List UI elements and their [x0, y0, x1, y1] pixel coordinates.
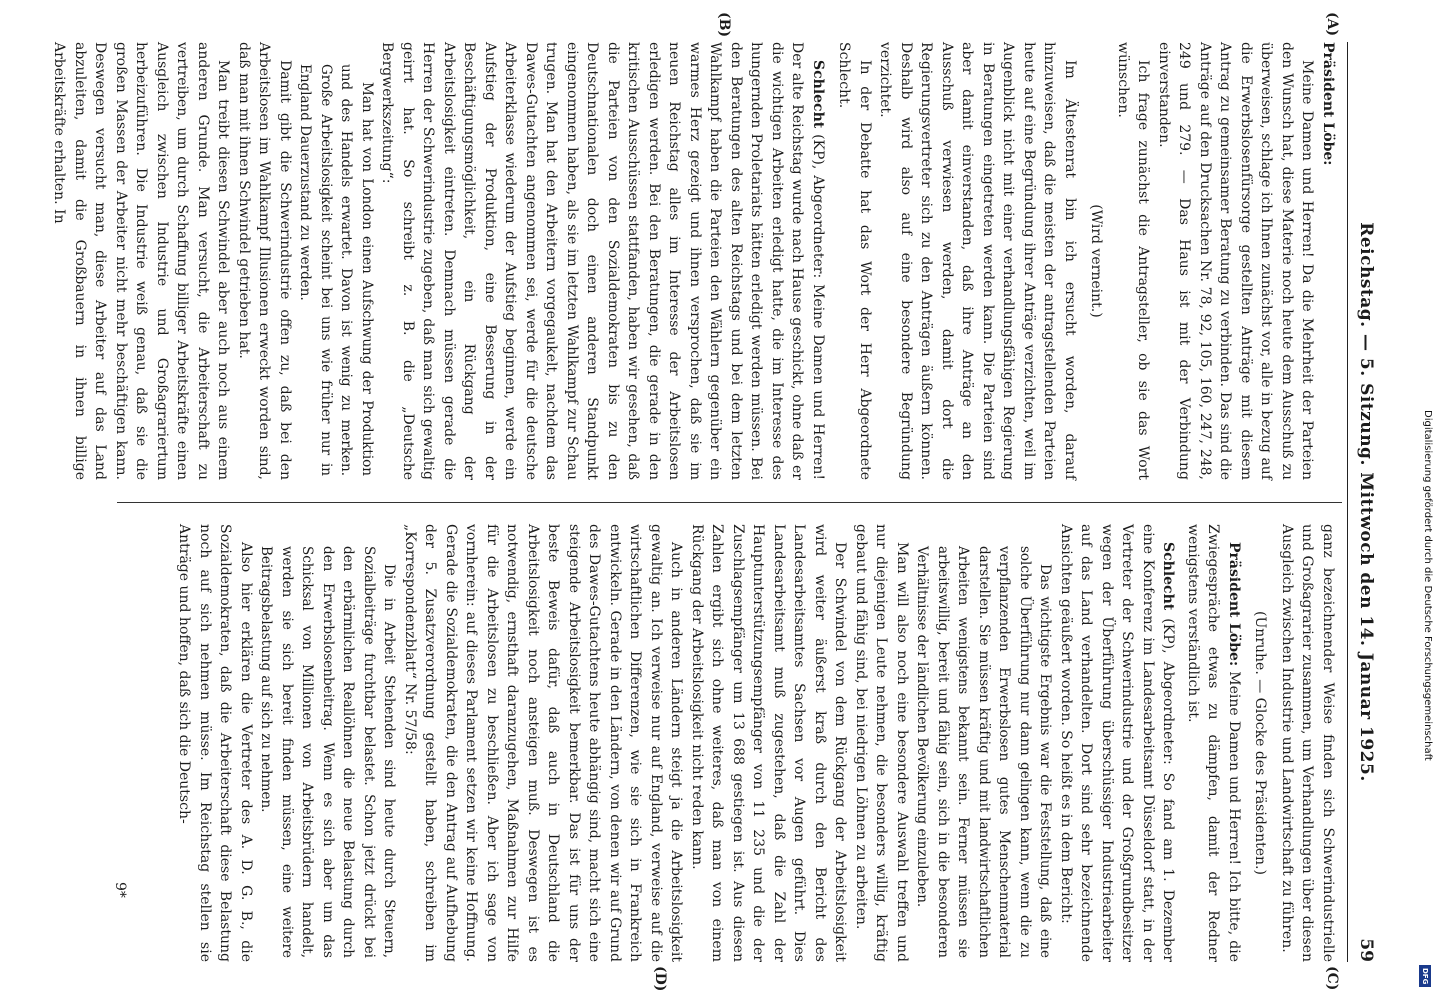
- right-column: [118, 524, 1338, 962]
- speaker-name: Präsident Löbe:: [1320, 42, 1336, 166]
- paragraph: Im Ältestenrat bin ich ersucht worden, darauf hinzuweisen, daß die meisten der antragstellenden Parteien heute auf eine Begründung ihrer Anträge verzichten, weil im Augenblick nicht mit einer verhandlungsfähigen Regierung in Beratungen eingetreten werden kann. Die Parteien sind aber damit einverstanden, daß ihre Anträge an den Ausschuß verwiesen werden, damit dort die Regierungsvertreter sich zu den Anträgen äußern können. Deshalb wird also auf eine besondere Begründung verzichtet.: [877, 42, 1078, 480]
- document-page: [51, 12, 1382, 992]
- speaker-name: Schlecht: [810, 60, 826, 129]
- digitization-credit: Digitalisierung gefördert durch die Deutsche Forschungsgemeinschaft: [1422, 410, 1433, 761]
- paragraph: Damit gibt die Schwerindustrie offen zu, daß bei den Arbeitslosen im Wahlkampf Illusionen erweckt worden sind, daß man mit ihnen Schwindel getrieben hat.: [236, 42, 293, 480]
- margin-marker-d: (D): [652, 966, 668, 992]
- quotation: Die in Arbeit Stehenden sind heute durch Steuern, Sozialbeiträge furchtbar belastet. Schon jetzt drückt bei den erbärmlichen Reallöhnen die neue Belastung durch den Erwerbslosenbeitrag. Wenn es sich aber um das Schicksal von Millionen von Arbeitsbrüdern handelt, werden sie sich bereit finden müssen, eine weitere Beitragsbelastung auf sich zu nehmen.: [258, 546, 398, 958]
- column-divider: [117, 502, 1342, 503]
- digitization-credit-bar: [1416, 0, 1434, 1000]
- speaker-name: Schlecht: [1160, 542, 1177, 611]
- paragraph: Man will also noch eine besondere Auswahl treffen und nur diejenigen Leute nehmen, die besonders willig, kräftig gebaut und fähig sind, bei niedrigen Löhnen zu arbeiten.: [853, 524, 910, 962]
- margin-marker-a: (A): [1324, 12, 1340, 37]
- paragraph: Also hier erklären die Vertreter des A. D. G. B., die Sozialdemokraten, daß die Arbeiterschaft diese Belastung noch auf sich nehmen müsse. Im Reichstag stellen sie Anträge und hoffen, daß sich die Deutsch-: [176, 524, 254, 962]
- paragraph: Ich frage zunächst die Antragsteller, ob sie das Wort wünschen.: [1115, 42, 1152, 480]
- speech-text: (KP), Abgeordneter: Meine Damen und Herren! Der alte Reichstag wurde nach Hause geschickt, ohne daß er die wichtigen Arbeiten erledigt hatte, die im Interesse des hungernden Proletariats hätten erledigt werden müssen. Bei den Beratungen des alten Reichstags und bei dem letzten Wahlkampf haben die Parteien den Wählern gegenüber ein warmes Herz gezeigt und ihnen versprochen, daß sie im neuen Reichstag alles im Interesse der Arbeitslosen erledigen werden. Bei den Beratungen, die gerade in den kritischen Ausschüssen stattfanden, haben wir gesehen, daß die Parteien von den Sozialdemokraten bis zu den Deutschnationalen doch einen anderen Standpunkt eingenommen haben, als sie im letzten Wahlkampf zur Schau trugen. Man hat den Arbeitern vorgegaukelt, nachdem das Dawes-Gutachten angenommen sei, werde für die deutsche Arbeiterklasse wiederum der Aufstieg beginnen, werde ein Aufstieg der Produktion, eine Besserung in der Beschäftigungsmöglichkeit, ein Rückgang der Arbeitslosigkeit eintreten. Demnach müssen gerade die Herren der Schwerindustrie zugeben, daß man sich gewaltig geirrt hat. So schreibt z. B. die „Deutsche Bergwerkszeitung“:: [379, 42, 826, 480]
- speech-text: Meine Damen und Herren! Ich bitte, die Zwiegespräche etwas zu dämpfen, damit der Redner wenigstens verständlich ist.: [1185, 524, 1242, 963]
- margin-marker-b: (B): [716, 12, 732, 38]
- speaker-paragraph: [1056, 524, 1179, 962]
- page-number: 59: [1356, 938, 1376, 962]
- paragraph: Meine Damen und Herren! Da die Mehrheit der Parteien den Wunsch hat, diese Materie noch heute dem Ausschuß zu überweisen, schlage ich Ihnen zunächst vor, alle in bezug auf die Erwerbslosenfürsorge gestellten Anträge mit diesem Antrag zu gemeinsamer Beratung zu verbinden. Das sind die Anträge auf den Drucksachen Nr. 78, 92, 105, 160, 247, 248, 249 und 279. — Das Haus ist mit der Verbindung einverstanden.: [1156, 42, 1316, 480]
- speaker-heading: [1318, 42, 1339, 480]
- quotation: Das wichtigste Ergebnis war die Feststellung, daß eine solche Überführung nur dann gelingen kann, wenn die zu verpflanzenden Erwerbslosen gutes Menschenmaterial darstellen. Sie müssen kräftig und mit landwirtschaftlichen Arbeiten wenigstens bekannt sein. Ferner müssen sie arbeitswillig, bereit und fähig sein, sich in die besonderen Verhältnisse der ländlichen Bevölkerung einzuleben.: [914, 546, 1054, 958]
- header-title: Reichstag. — 5. Sitzung. Mittwoch den 14. Januar 1925.: [1356, 222, 1376, 782]
- speaker-paragraph: [1183, 524, 1245, 962]
- signature-mark: 9*: [112, 882, 128, 898]
- interjection: (Unruhe. — Glocke des Präsidenten.): [1252, 611, 1269, 875]
- paragraph: In der Debatte hat das Wort der Herr Abgeordnete Schlecht.: [836, 42, 873, 480]
- speaker-paragraph: [377, 42, 828, 480]
- paragraph: Auch in anderen Ländern steigt ja die Arbeitslosigkeit gewaltig an. Ich verweise nur auf England, verweise auf die wirtschaftlichen Differenzen, wie sie sich in Frankreich entwickeln. Gerade in den Ländern, von denen wir auf Grund des Dawes-Gutachtens heute abhängig sind, macht sich eine steigende Arbeitslosigkeit bemerkbar. Das ist für uns der beste Beweis dafür, daß auch in Deutschland die Arbeitslosigkeit noch ansteigen muß. Deswegen ist es notwendig, ernsthaft daranzugehen, Maßnahmen zur Hilfe für die Arbeitslosen zu beschließen. Aber ich sage von vornherein: auf dieses Parlament setzen wir keine Hoffnung. Gerade die Sozialdemokraten, die den Antrag auf Aufhebung der 5. Zusatzverordnung gestellt haben, schreiben im „Korrespondenzblatt“ Nr. 57/58:: [402, 524, 685, 962]
- speaker-name: Präsident Löbe:: [1226, 542, 1242, 667]
- interjection: (Wird verneint.): [1088, 204, 1105, 318]
- speech-text: (KP), Abgeordneter: So fand am 1. Dezember eine Konferenz im Landesarbeitsamt Düsseldorf statt, in der Vertreter der Schwerindustrie und der Großgrundbesitzer wegen der Überführung überschüssiger Industriearbeiter auf das Land verhandelten. Dort sind sehr bezeichnende Ansichten geäußert worden. So heißt es in dem Bericht:: [1058, 524, 1177, 962]
- page-header: [1347, 42, 1382, 962]
- dfg-logo: DFG: [1419, 965, 1431, 987]
- paragraph: ganz bezeichnender Weise finden sich Schwerindustrielle und Großagrarier zusammen, um Verhandlungen über diesen Ausgleich zwischen Industrie und Landwirtschaft zu führen.: [1279, 524, 1336, 962]
- left-column: [51, 42, 1338, 480]
- paragraph: Der Schwindel von dem Rückgang der Arbeitslosigkeit wird weiter äußerst kraß durch den Bericht des Landesarbeitsamtes Sachsen vor Augen geführt. Dies Landesarbeitsamt muß zugestehen, daß die Zahl der Hauptunterstützungsempfänger von 11 235 und die der Zuschlagsempfänger um 13 688 gestiegen ist. Aus diesen Zahlen ergibt sich ohne weiteres, daß man von einem Rückgang der Arbeitslosigkeit nicht reden kann.: [689, 524, 849, 962]
- quotation: Man hat von London einen Aufschwung der Produktion und des Handels erwartet. Davon ist wenig zu merken. Große Arbeitslosigkeit scheint bei uns wie früher nur in England Dauerzustand zu werden.: [297, 64, 375, 476]
- paragraph: Man treibt diesen Schwindel aber auch noch aus einem anderen Grunde. Man versucht, die Arbeiterschaft zu vertreiben, um durch Schaffung billiger Arbeitskräfte einen Ausgleich zwischen Industrie und Großagrariertum herbeizuführen. Die Industrie weiß genau, daß sie die großen Massen der Arbeiter nicht mehr beschäftigen kann. Deswegen versucht man, diese Arbeiter auf das Land abzuleiten, damit die Großbauern in ihnen billige Arbeitskräfte erhalten. In: [51, 42, 232, 480]
- margin-marker-c: (C): [1324, 966, 1340, 991]
